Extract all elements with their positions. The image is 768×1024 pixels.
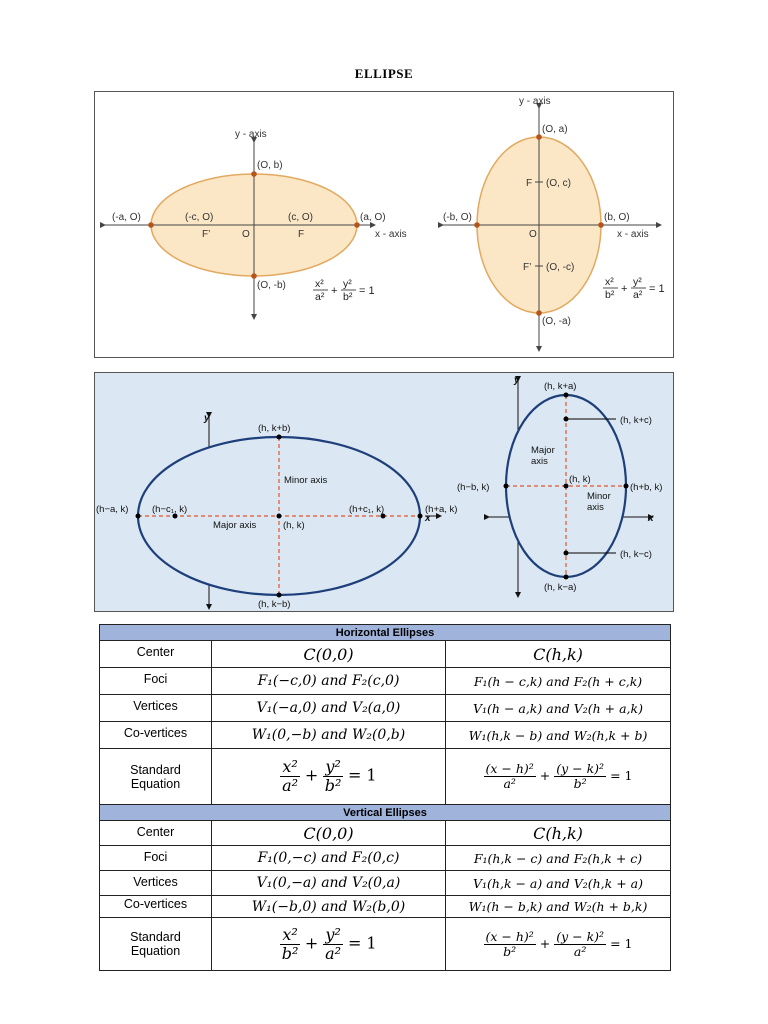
focus-top-label: (O, c) [546,178,571,189]
standard-ellipse-diagrams [94,91,674,358]
row-label: Co-vertices [100,722,212,749]
cell-standard: W₁(0,−b) and W₂(0,b) [212,722,446,749]
row-label: Center [100,641,212,668]
eq-numerator-y: y² [343,278,352,290]
eq-rhs: = 1 [359,285,375,297]
vertex-left-label: (h−a, k) [96,504,129,515]
vertex-point [418,514,423,519]
row-label: Foci [100,668,212,695]
co-vertex-bottom-label: (O, -b) [257,280,286,291]
equation-label-1: Standard [130,930,181,944]
fraction [484,930,536,959]
table-row [100,695,671,722]
denominator: b² [573,776,587,791]
co-vertex-point [277,593,282,598]
center-point [564,484,569,489]
rhs: = 1 [347,933,377,953]
co-vertex-point [251,273,257,279]
cell-general: F₁(h,k − c) and F₂(h,k + c) [446,846,671,871]
row-label [100,918,212,971]
co-vertex-point [624,484,629,489]
fraction [323,926,342,962]
vertical-ellipse-figure [441,96,665,349]
standard-equation-cell: $\frac{\text{x²}}{\text{b²}}$ + $\frac{\text{y²}}{\text{a²}}$ = 1 [212,918,446,971]
row-label: Vertices [100,695,212,722]
vertical-translated-figure [457,375,662,595]
vertex-point [564,575,569,580]
focus-left-label: (-c, O) [185,212,214,223]
vertex-right-label: (a, O) [360,212,386,223]
eq-denominator-a: a² [315,291,325,303]
equation-label-1: Standard [130,762,181,777]
general-equation-cell: $\frac{\text{(x − h)²}}{\text{b²}}$ + $\frac{\text{(y − k)²}}{\text{a²}}$ = 1 [446,918,671,971]
numerator: x² [282,757,298,777]
standard-equation-cell: $\frac{\text{x²}}{\text{a²}}$ + $\frac{\text{y²}}{\text{b²}}$ = 1 [212,749,446,805]
focus-right-name: F [298,229,305,240]
vertex-point [136,514,141,519]
focus-point [564,417,569,422]
center-label: (h, k) [283,520,305,531]
cell-standard: V₁(−a,0) and V₂(a,0) [212,695,446,722]
y-axis-label: y [204,413,210,424]
x-axis-label: x [425,513,431,524]
equation-label-2: Equation [130,944,181,958]
focus-bottom-label: (h, k−c) [620,549,652,560]
focus-top-label: (h, k+c) [620,415,652,426]
horizontal-ellipses-header: Horizontal Ellipses [100,625,671,641]
focus-point [564,551,569,556]
origin-label: O [242,229,250,240]
x-axis-label: x - axis [375,229,407,240]
minor-axis-label-2: axis [587,502,604,513]
eq-denominator-a: a² [633,289,643,301]
table-row [100,722,671,749]
table-row-equation [100,918,671,971]
co-vertex-point [251,171,257,177]
co-vertex-point [474,222,480,228]
denominator: a² [573,943,587,959]
co-vertex-point [277,435,282,440]
fraction [323,758,342,794]
numerator: y² [325,757,341,777]
standard-ellipse-svg [95,92,673,357]
table-row-equation [100,749,671,805]
x-axis-label: x - axis [617,229,649,240]
denominator: b² [324,776,342,795]
co-vertex-right-label: (h+b, k) [630,482,663,493]
cell-standard: V₁(0,−a) and V₂(0,a) [212,871,446,896]
major-axis-label: Major axis [213,520,257,531]
y-axis-label: y - axis [235,129,267,140]
horizontal-standard-equation [313,278,375,303]
fraction [554,762,606,791]
major-axis-label-2: axis [531,456,548,467]
denominator: a² [503,776,516,791]
cell-general: C(h,k) [446,641,671,668]
cell-general: W₁(h − b,k) and W₂(h + b,k) [446,896,671,918]
vertex-point [536,310,542,316]
focus-bottom-name: F’ [523,262,532,273]
focus-bottom-label: (O, -c) [546,262,575,273]
focus-right-label: (h+c₁, k) [349,504,385,515]
eq-numerator-x: x² [315,278,324,290]
row-label [100,749,212,805]
denominator: b² [503,943,517,959]
y-axis-label: y [514,375,520,386]
cell-standard: W₁(−b,0) and W₂(b,0) [212,896,446,918]
fraction [280,758,299,794]
eq-rhs: = 1 [649,283,665,295]
fraction [484,762,536,791]
denominator: a² [325,943,342,963]
table-row [100,846,671,871]
vertex-left-label: (-a, O) [112,212,141,223]
vertex-top-label: (O, a) [542,124,568,135]
eq-numerator-y: y² [633,276,642,288]
numerator: (y − k)² [556,928,605,944]
co-vertex-point [504,484,509,489]
vertex-point [564,393,569,398]
horizontal-translated-figure [96,413,457,610]
y-axis-label: y - axis [519,96,551,107]
co-vertex-top-label: (h, k+b) [258,423,291,434]
eq-plus: + [331,285,338,297]
table-row [100,821,671,846]
major-axis-label-1: Major [531,445,555,456]
minor-axis-label: Minor axis [284,475,328,486]
minor-axis-label-1: Minor [587,491,611,502]
vertex-point [148,222,154,228]
row-label: Center [100,821,212,846]
denominator: a² [282,776,299,795]
focus-top-name: F [526,178,533,189]
table-row [100,641,671,668]
vertical-standard-equation [603,276,665,301]
eq-numerator-x: x² [605,276,614,288]
focus-left-name: F’ [202,229,211,240]
vertical-ellipses-header: Vertical Ellipses [100,805,671,821]
horizontal-ellipse-figure [103,129,407,317]
table-row [100,896,671,918]
numerator: y² [325,924,341,944]
numerator: (x − h)² [485,761,534,777]
general-equation-cell: $\frac{\text{(x − h)²}}{\text{a²}}$ + $\frac{\text{(y − k)²}}{\text{b²}}$ = 1 [446,749,671,805]
eq-denominator-b: b² [605,289,615,301]
table-header-row [100,805,671,821]
cell-general: F₁(h − c,k) and F₂(h + c,k) [446,668,671,695]
cell-general: V₁(h,k − a) and V₂(h,k + a) [446,871,671,896]
page-title: ELLIPSE [354,66,414,81]
table-row [100,871,671,896]
row-label: Co-vertices [100,896,212,918]
numerator: x² [282,924,298,944]
row-label: Foci [100,846,212,871]
eq-denominator-b: b² [343,291,353,303]
eq-plus: + [621,283,628,295]
origin-label: O [529,229,537,240]
rhs: = 1 [610,935,633,951]
table-header-row [100,625,671,641]
vertex-top-label: (h, k+a) [544,381,577,392]
focus-right-label: (c, O) [288,212,313,223]
ellipse-summary-table [99,624,671,971]
co-vertex-left-label: (h−b, k) [457,482,490,493]
numerator: (y − k)² [556,761,605,777]
rhs: = 1 [347,766,377,785]
translated-ellipse-diagrams [94,372,674,612]
equation-label-2: Equation [130,776,181,791]
cell-standard: C(0,0) [212,641,446,668]
vertex-point [536,134,542,140]
row-label: Vertices [100,871,212,896]
center-label: (h, k) [569,474,591,485]
cell-general: V₁(h − a,k) and V₂(h + a,k) [446,695,671,722]
cell-standard: F₁(−c,0) and F₂(c,0) [212,668,446,695]
numerator: (x − h)² [485,928,534,944]
fraction [280,926,299,962]
center-point [277,514,282,519]
fraction [554,930,606,959]
co-vertex-left-label: (-b, O) [443,212,472,223]
x-axis-label: x [648,513,654,524]
cell-general: W₁(h,k − b) and W₂(h,k + b) [446,722,671,749]
cell-general: C(h,k) [446,821,671,846]
translated-ellipse-svg [95,373,673,611]
co-vertex-right-label: (b, O) [604,212,630,223]
co-vertex-point [598,222,604,228]
focus-left-label: (h−c₁, k) [152,504,188,515]
cell-standard: F₁(0,−c) and F₂(0,c) [212,846,446,871]
rhs: = 1 [610,768,633,783]
denominator: b² [281,943,299,963]
table-row [100,668,671,695]
vertex-bottom-label: (O, -a) [542,316,571,327]
co-vertex-bottom-label: (h, k−b) [258,599,291,610]
co-vertex-top-label: (O, b) [257,160,283,171]
cell-standard: C(0,0) [212,821,446,846]
vertex-right-label: (h+a, k) [425,504,458,515]
vertex-point [354,222,360,228]
vertex-bottom-label: (h, k−a) [544,582,577,593]
